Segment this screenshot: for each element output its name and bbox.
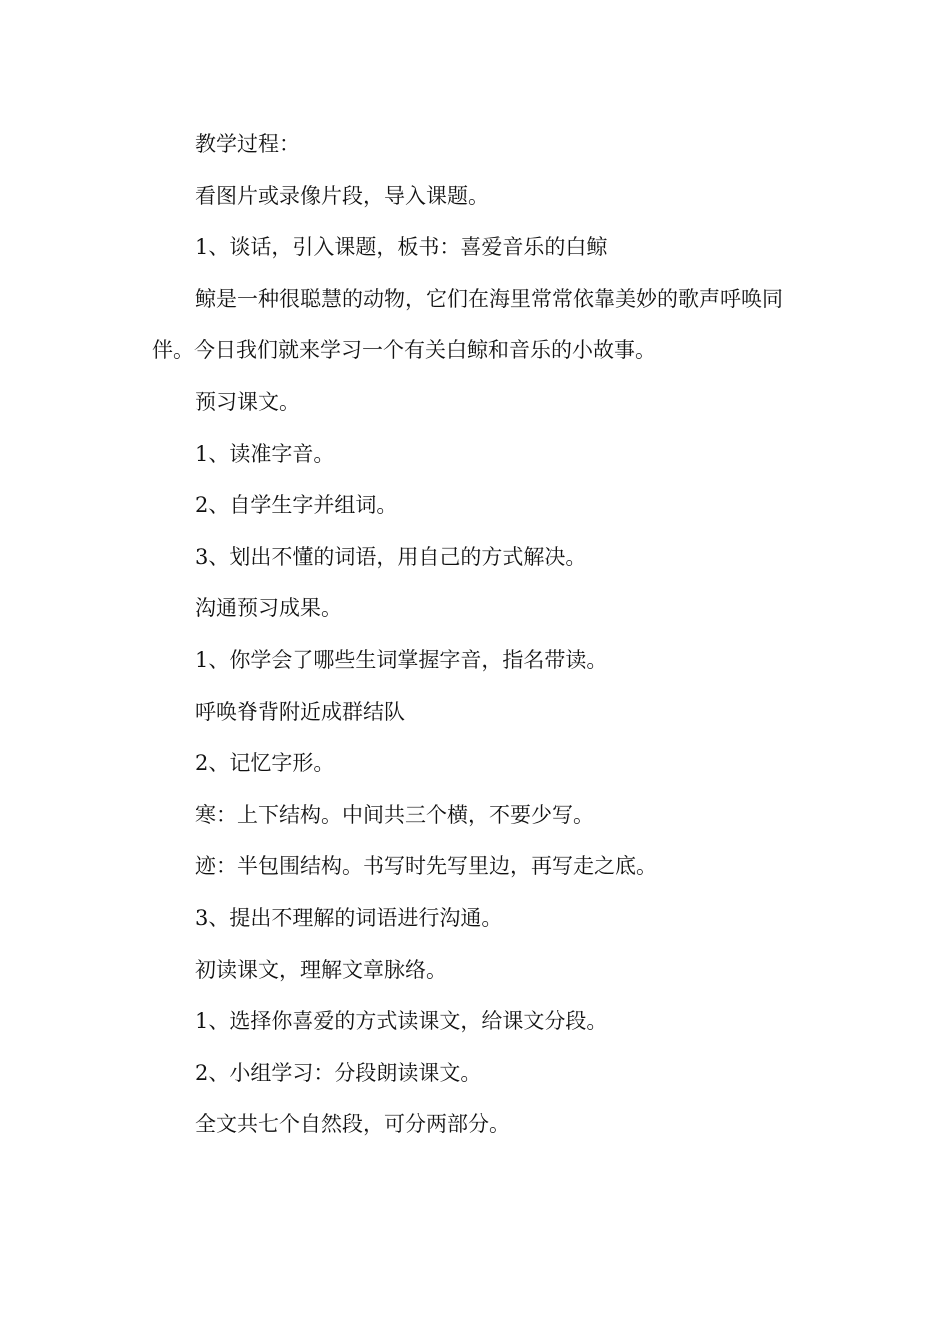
paragraph-share-step-1: 1、你学会了哪些生词掌握字音，指名带读。 — [195, 647, 608, 672]
paragraph-process-heading: 教学过程： — [195, 132, 300, 156]
paragraph-share-step-3: 3、提出不理解的词语进行沟通。 — [195, 905, 503, 930]
paragraph-whale-intro: 鲸是一种很聪慧的动物，它们在海里常常依靠美妙的歌声呼唤同伴。今日我们就来学习一个有关白鲸和音乐的小故事。 — [152, 286, 783, 363]
paragraph-preview-step-3: 3、划出不懂的词语，用自己的方式解决。 — [195, 544, 587, 569]
paragraph-reading-step-2: 2、小组学习：分段朗读课文。 — [195, 1060, 482, 1085]
paragraph-preview-step-1: 1、读准字音。 — [195, 441, 335, 466]
paragraph-intro-media: 看图片或录像片段，导入课题。 — [195, 183, 489, 208]
paragraph-preview-step-2: 2、自学生字并组词。 — [195, 493, 398, 518]
document-body — [152, 119, 802, 1151]
paragraph-step-talk: 1、谈话，引入课题，板书：喜爱音乐的白鲸 — [195, 235, 608, 260]
paragraph-share-heading: 沟通预习成果。 — [195, 596, 342, 621]
paragraph-reading-step-1: 1、选择你喜爱的方式读课文，给课文分段。 — [195, 1009, 608, 1034]
paragraph-share-step-2: 2、记忆字形。 — [195, 751, 335, 776]
paragraph-char-ji: 迹：半包围结构。书写时先写里边，再写走之底。 — [195, 854, 657, 879]
paragraph-vocabulary-words: 呼唤脊背附近成群结队 — [195, 699, 405, 724]
paragraph-preview-heading: 预习课文。 — [195, 389, 300, 414]
paragraph-first-reading-heading: 初读课文，理解文章脉络。 — [195, 957, 447, 982]
paragraph-char-han: 寒：上下结构。中间共三个横，不要少写。 — [195, 802, 594, 827]
paragraph-structure-note: 全文共七个自然段，可分两部分。 — [195, 1112, 510, 1137]
